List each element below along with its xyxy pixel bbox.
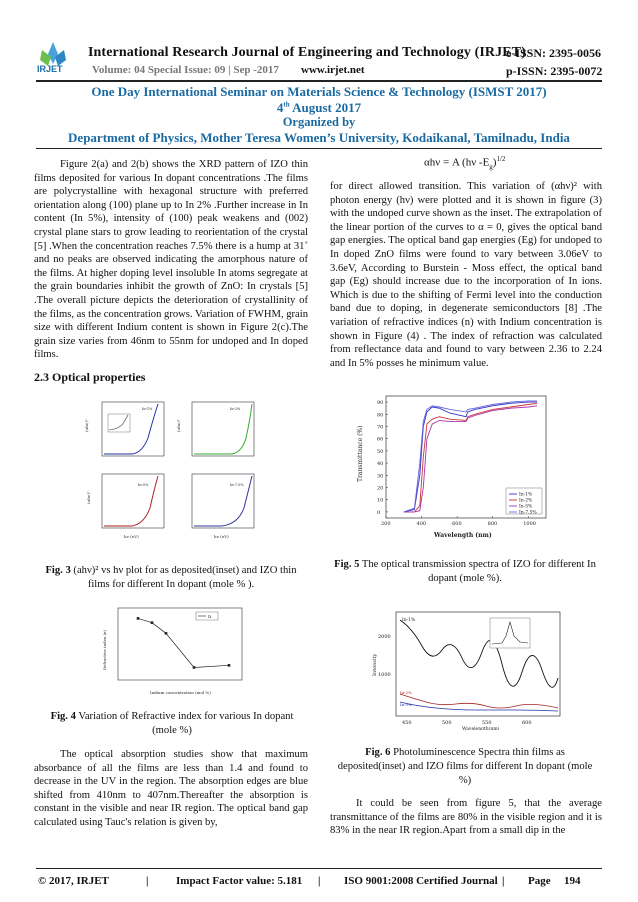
fig6-ylabel: Intensity [372,653,378,676]
fig3-caption-text: (ahν)² vs hν plot for as deposited(inset) and IZO thin films for different In dopant (mole % ). [70,565,297,590]
seminar-date-sup: th [283,100,290,109]
fig5-ytick-label: 70 [377,424,384,431]
fig3-ylabel-2: (αhν)² [176,419,181,432]
fig4-caption [38,710,306,738]
seminar-title: One Day International Seminar on Materials Science & Technology (ISMST 2017) [91,84,547,99]
fig6-legend-2: In-2% [400,690,412,695]
fig4-series-line [138,618,229,667]
fig5-ytick-label: 80 [377,412,384,419]
equation-lhs: αhν = A (hν -E [424,156,490,169]
fig4-caption-label: Fig. 4 [50,711,76,722]
right-para-1: for direct allowed transition. This variation of (αhν)² with photon energy (hν) were plotted and it is shown in figure (3) with the undoped curve shown as the inset. The extrapolation of the linear portion of the curves to α = 0, gives the optical band gap energies. The optical band gap energies (Eg) for undoped to In doped ZnO films were found to vary between 3.06eV to 3.6eV, According to Burstein - Moss effect, the optical band gap (Eg) should increase due to the incorporation of In ions. Which is due to the shifting of Fermi level into the conduction band due to doping, in degenerate semiconductors [8] .The variation of refractive indices (n) with Indium concentration is shown in Figure (4) . The index of refraction was calculated from reflectance data and found to vary between 2.36 to 2.24 and In 5% posses he minimum value. [330,181,602,369]
seminar-date-rest: August 2017 [289,100,362,115]
fig4-point [193,666,196,669]
fig5-ytick-label: 60 [377,436,384,443]
fig6-plot [366,606,566,730]
fig4-plot [96,604,246,696]
left-para-1: Figure 2(a) and 2(b) shows the XRD pattern of IZO thin films deposited for various In dopant concentrations .The films are polycrystalline with hexagonal structure with preferred orientation along (100) plane up to In 2% .Further increase in In content (In 5%), intensity of (100) peak weakens and (002) crystal plane stars to grow leading to reorientation of the crystal [5] .When the concentration reaches 7.5% there is a hump at 31˚ and no peaks are observed indicating the amorphous nature of the films. At higher doping level insoluble In atoms segregate at the grain boundaries inhibit the growth of ZnO: In crystals [5] .The overall picture depicts the deterioration of crystallinity of the films, as the concentration grows. Variation of FWHM, grain size with different Indium content is shown in Figure 2(c).The grain size varies from 46nm to 55nm for undoped and In doped films. [34,159,309,361]
fig6-caption [336,746,594,788]
left-column-text [34,158,308,362]
fig5-caption [326,558,604,586]
fig3-legend-1: In-1% [142,407,153,411]
fig3-legend-4: In-7.5% [230,483,244,487]
fig6-xtick-500: 500 [442,720,452,726]
organized-by: Organized by [282,115,356,129]
footer-page-label: Page [528,875,551,887]
fig5-xtick-label: 200 [381,521,391,527]
fig6-legend-3: In-5% [400,702,412,707]
fig3-xlabel-4: hν (eV) [214,534,229,539]
seminar-date-day: 4 [276,100,284,115]
fig6-series-in2 [400,694,558,708]
fig5-ytick-label: 0 [377,509,381,516]
fig3-xlabel-3: hν (eV) [124,534,139,539]
fig5-ytick-label: 90 [377,400,384,407]
right-column-text [330,180,602,370]
fig3-plot [82,398,272,540]
footer-iso: ISO 9001:2008 Certified Journal [344,875,498,887]
fig4-ylabel: Refractive index (n) [102,629,107,670]
header-rule [36,80,602,82]
website-link[interactable]: www.irjet.net [301,64,365,76]
fig6-ytick-2000: 2000 [378,634,391,640]
fig6-caption-text: Photoluminescence Spectra thin films as deposited(inset) and IZO films for different In dopant (mole %) [337,747,593,786]
header-rule-bottom [36,148,602,149]
fig5-ylabel: Transmittance (%) [357,425,364,482]
fig3-panel-3 [86,474,164,539]
fig5-legend-label: In-2% [519,498,533,504]
volume-info: Volume: 04 Special Issue: 09 | Sep -2017 [92,64,279,76]
footer-copyright: © 2017, IRJET [38,875,109,887]
fig5-legend-label: In-1% [519,492,533,498]
footer-rule [36,868,602,869]
fig3-panel-2 [176,402,254,456]
fig4-point [151,621,154,624]
right-column-text-2 [330,797,602,838]
fig3-ylabel-1: (αhν)² [84,419,89,432]
fig6-xtick-450: 450 [402,720,412,726]
fig3-ylabel-3: (αhν)² [86,491,91,504]
fig6-xtick-600: 600 [522,720,532,726]
fig5-legend-label: In-7.5% [519,510,537,516]
fig3-legend-3: In-5% [138,483,149,487]
fig6-caption-label: Fig. 6 [365,747,391,758]
footer-sep-3: | [502,875,505,887]
fig5-ytick-label: 20 [377,485,384,492]
footer-sep-1: | [146,875,149,887]
fig4-xlabel: Indium concentration (mol %) [150,690,211,695]
fig4-legend: n [208,614,212,620]
section-title: 2.3 Optical properties [34,370,146,384]
equation-sup: 1/2 [496,155,506,163]
tauc-equation [424,155,505,171]
seminar-date [0,100,638,116]
fig5-legend-label: In-5% [519,504,533,510]
fig4-point [165,632,168,635]
fig5-plot [356,390,552,540]
left-column-text-2 [34,748,308,830]
pissn: p-ISSN: 2395-0072 [506,64,603,78]
footer-sep-2: | [318,875,321,887]
fig5-caption-text: The optical transmission spectra of IZO for different In dopant (mole %). [359,559,596,584]
fig4-caption-text: Variation of Refractive index for various In dopant (mole %) [75,711,294,736]
fig5-ytick-label: 50 [377,448,384,455]
right-para-2: It could be seen from figure 5, that the average transmittance of the films are 80% in the visible region and it is 83% in the near IR region.Apart from a small dip in the [330,798,602,837]
fig3-panel-4 [192,474,254,539]
fig3-panel-1 [84,402,164,456]
fig3-caption [44,564,298,592]
fig5-ytick-label: 10 [377,497,384,504]
fig5-xtick-label: 1000 [523,521,536,527]
eissn: e-ISSN: 2395-0056 [506,46,601,60]
fig6-ytick-1000: 1000 [378,672,391,678]
left-para-2: The optical absorption studies show that maximum absorbance of all the films are less than 1.4 and found to decrease in the UV in the region. The absorption edges are blue shifted from 410nm to 407nm.Thereafter the absorption is constant in the visible and near IR region. The optical band gap calculated using Tauc's relation is given by, [34,749,308,828]
department: Department of Physics, Mother Teresa Women’s University, Kodaikanal, Tamilnadu, India [68,130,570,145]
fig4-point [228,664,231,667]
footer-impact: Impact Factor value: 5.181 [176,875,303,887]
fig6-legend-1: In-1% [402,618,416,623]
fig5-ytick-label: 30 [377,473,384,480]
page-header [0,0,638,92]
fig5-xtick-label: 600 [452,521,462,527]
footer-page-number: 194 [564,875,581,887]
fig3-caption-label: Fig. 3 [45,565,71,576]
fig5-caption-label: Fig. 5 [334,559,360,570]
fig5-xtick-label: 800 [487,521,498,527]
fig6-xtick-550: 550 [482,720,492,726]
equation-rhs: ) [492,156,497,169]
logo-text: IRJET [37,64,63,74]
fig5-xtick-label: 400 [416,521,427,527]
fig6-xlabel: Wavelength(nm) [462,727,500,730]
fig5-xlabel: Wavelength (nm) [434,532,492,539]
journal-title: International Research Journal of Engineering and Technology (IRJET) [88,45,526,60]
fig5-ytick-label: 40 [377,461,384,468]
fig4-point [137,617,140,620]
fig3-legend-2: In-2% [230,407,241,411]
equation-sub: g [489,162,493,171]
fig6-series-in5 [400,702,558,711]
fig6-series-in1 [400,620,558,687]
